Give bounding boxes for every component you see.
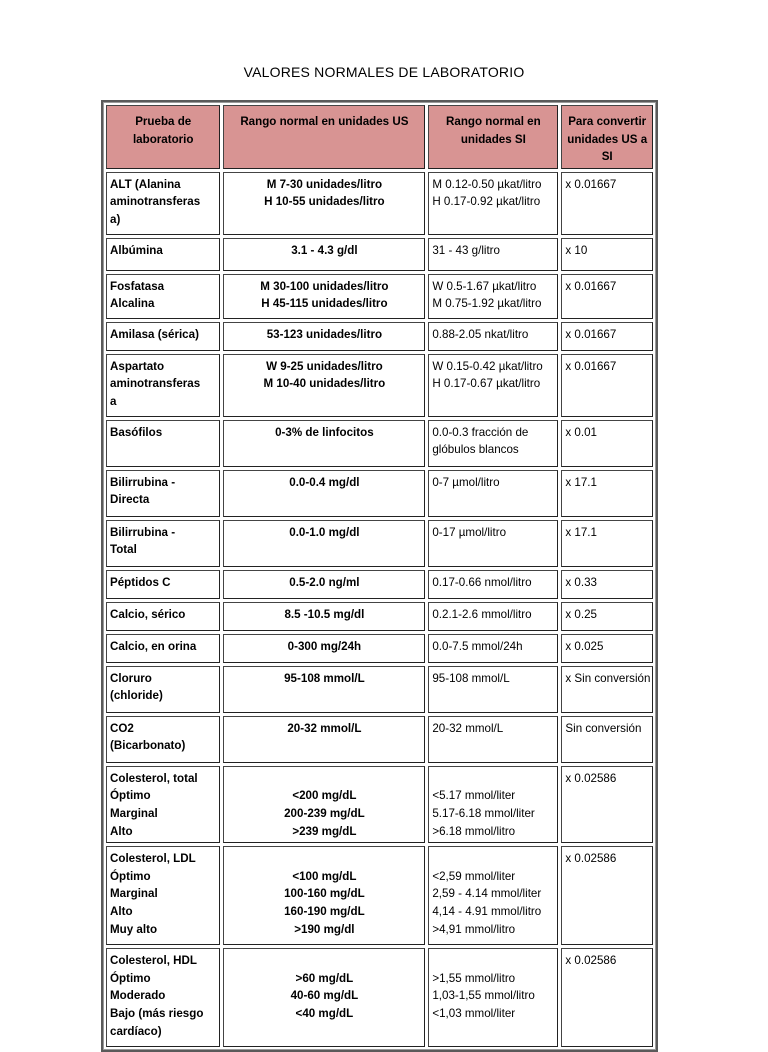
cell-conversion	[561, 238, 653, 271]
cell-conversion-line: x 0.02586	[565, 771, 617, 785]
cell-si-range	[428, 570, 558, 599]
header-test	[106, 105, 220, 169]
cell-test-name	[106, 634, 220, 663]
table-row	[106, 716, 653, 763]
cell-si-range	[428, 470, 558, 517]
cell-conversion-line: x Sin conversión	[565, 671, 651, 685]
cell-test-name-line: Colesterol, LDL	[110, 852, 196, 866]
cell-us-range-line	[227, 952, 421, 970]
cell-test-name	[106, 846, 220, 945]
cell-us-range-line: >60 mg/dL	[295, 971, 354, 985]
cell-test-name-line: Muy alto	[110, 922, 158, 936]
cell-si-range	[428, 420, 558, 467]
cell-test-name-line: Calcio, en orina	[110, 639, 197, 653]
table-row	[106, 634, 653, 663]
cell-test-name-line: Fosfatasa	[110, 279, 165, 293]
cell-si-range-line: 1,03-1,55 mmol/litro	[432, 989, 535, 1003]
cell-test-name	[106, 238, 220, 271]
cell-us-range	[223, 470, 425, 517]
cell-test-name-line: Moderado	[110, 989, 166, 1003]
cell-test-name	[106, 274, 220, 319]
cell-conversion-line: x 0.02586	[565, 954, 617, 968]
cell-si-range	[428, 766, 558, 843]
cell-us-range-line	[227, 770, 421, 788]
cell-conversion-line: x 0.02586	[565, 852, 617, 866]
cell-us-range-line: 95-108 mmol/L	[284, 671, 365, 685]
cell-si-range-line: 0.88-2.05 nkat/litro	[432, 327, 529, 341]
table-row	[106, 470, 653, 517]
cell-si-range-line: 4,14 - 4.91 mmol/litro	[432, 904, 542, 918]
table-row	[106, 602, 653, 631]
cell-test-name-line: a	[110, 394, 117, 408]
cell-us-range	[223, 520, 425, 567]
cell-test-name-line: Péptidos C	[110, 575, 171, 589]
cell-si-range-line: 0.17-0.66 nmol/litro	[432, 575, 532, 589]
cell-test-name-line: Cloruro	[110, 671, 152, 685]
cell-si-range-line: <2,59 mmol/liter	[432, 869, 516, 883]
cell-test-name-line: Alto	[110, 904, 133, 918]
cell-test-name	[106, 322, 220, 351]
cell-test-name-line: Óptimo	[110, 971, 151, 985]
cell-test-name-line: cardíaco)	[110, 1024, 162, 1038]
cell-us-range-line: H 10-55 unidades/litro	[264, 195, 385, 209]
cell-conversion	[561, 948, 653, 1047]
cell-test-name-line: Basófilos	[110, 425, 163, 439]
cell-si-range	[428, 846, 558, 945]
cell-si-range-line: 20-32 mmol/L	[432, 721, 504, 735]
cell-us-range	[223, 274, 425, 319]
cell-test-name-line: a)	[110, 212, 121, 226]
cell-us-range-line: 8.5 -10.5 mg/dl	[284, 607, 365, 621]
table-row	[106, 354, 653, 417]
cell-test-name-line: Directa	[110, 493, 150, 507]
cell-us-range-line: 160-190 mg/dL	[284, 904, 365, 918]
cell-si-range	[428, 354, 558, 417]
cell-us-range	[223, 602, 425, 631]
cell-conversion-line: x 0.01667	[565, 279, 617, 293]
cell-si-range-line: <5.17 mmol/liter	[432, 789, 516, 803]
cell-conversion-line: x 0.01667	[565, 359, 617, 373]
cell-us-range-line: M 30-100 unidades/litro	[260, 279, 389, 293]
cell-test-name-line: aminotransferas	[110, 377, 201, 391]
cell-si-range-line: M 0.75-1.92 µkat/litro	[432, 297, 542, 311]
cell-si-range-line: M 0.12-0.50 µkat/litro	[432, 177, 542, 191]
cell-si-range-line: 0-7 µmol/litro	[432, 475, 500, 489]
lab-values-table	[101, 100, 658, 1052]
cell-conversion	[561, 520, 653, 567]
cell-test-name-line: Bilirrubina -	[110, 475, 176, 489]
cell-us-range-line: M 10-40 unidades/litro	[263, 377, 386, 391]
table-row	[106, 420, 653, 467]
cell-si-range	[428, 238, 558, 271]
cell-conversion-line: x 17.1	[565, 525, 597, 539]
table-row	[106, 570, 653, 599]
cell-us-range-line: 0-300 mg/24h	[287, 639, 362, 653]
cell-si-range-line: H 0.17-0.92 µkat/litro	[432, 195, 541, 209]
cell-us-range-line: >190 mg/dl	[294, 922, 355, 936]
cell-si-range	[428, 666, 558, 713]
cell-us-range	[223, 716, 425, 763]
cell-test-name-line: Alcalina	[110, 297, 155, 311]
cell-test-name-line: Bilirrubina -	[110, 525, 176, 539]
cell-test-name	[106, 716, 220, 763]
table-body	[106, 172, 653, 1047]
header-si-label: Rango normal en unidades SI	[446, 115, 541, 146]
cell-test-name	[106, 948, 220, 1047]
cell-test-name-line: CO2	[110, 721, 134, 735]
cell-conversion	[561, 470, 653, 517]
cell-us-range	[223, 420, 425, 467]
cell-si-range	[428, 948, 558, 1047]
table-row	[106, 322, 653, 351]
cell-us-range	[223, 238, 425, 271]
cell-conversion-line: x 0.01667	[565, 177, 617, 191]
cell-si-range-line: 0.0-0.3 fracción de	[432, 425, 529, 439]
cell-test-name-line: (chloride)	[110, 689, 163, 703]
cell-test-name-line: aminotransferas	[110, 195, 201, 209]
cell-si-range-line: H 0.17-0.67 µkat/litro	[432, 377, 541, 391]
cell-conversion	[561, 172, 653, 235]
cell-test-name-line: Óptimo	[110, 789, 151, 803]
cell-si-range-line: 0.0-7.5 mmol/24h	[432, 639, 523, 653]
cell-us-range	[223, 354, 425, 417]
cell-us-range-line: <100 mg/dL	[292, 869, 357, 883]
cell-us-range-line: 3.1 - 4.3 g/dl	[291, 243, 358, 257]
cell-test-name	[106, 520, 220, 567]
header-conversion	[561, 105, 653, 169]
cell-si-range-line: >4,91 mmol/litro	[432, 922, 516, 936]
page-title: VALORES NORMALES DE LABORATORIO	[243, 64, 525, 80]
cell-si-range-line: 2,59 - 4.14 mmol/liter	[432, 887, 542, 901]
cell-test-name-line: Aspartato	[110, 359, 165, 373]
cell-us-range-line: 0.0-0.4 mg/dl	[289, 475, 360, 489]
cell-us-range-line: 100-160 mg/dL	[284, 887, 365, 901]
table-row	[106, 238, 653, 271]
cell-us-range	[223, 846, 425, 945]
cell-us-range	[223, 634, 425, 663]
cell-us-range	[223, 570, 425, 599]
cell-si-range-line	[432, 850, 554, 868]
cell-conversion	[561, 570, 653, 599]
cell-si-range	[428, 520, 558, 567]
cell-test-name-line: Óptimo	[110, 869, 151, 883]
cell-test-name	[106, 470, 220, 517]
cell-si-range-line: >6.18 mmol/litro	[432, 824, 516, 838]
cell-conversion-line: x 0.25	[565, 607, 597, 621]
cell-si-range	[428, 322, 558, 351]
cell-test-name-line: Total	[110, 543, 137, 557]
cell-test-name-line: ALT (Alanina	[110, 177, 181, 191]
cell-us-range-line: 40-60 mg/dL	[290, 989, 359, 1003]
table-row	[106, 274, 653, 319]
cell-test-name-line: (Bicarbonato)	[110, 739, 186, 753]
cell-conversion-line: x 0.33	[565, 575, 597, 589]
cell-test-name	[106, 354, 220, 417]
header-test-label: Prueba de laboratorio	[132, 115, 194, 146]
cell-test-name	[106, 570, 220, 599]
cell-us-range-line: 0.5-2.0 ng/ml	[289, 575, 360, 589]
cell-us-range-line: 0.0-1.0 mg/dl	[289, 525, 360, 539]
cell-us-range	[223, 948, 425, 1047]
cell-conversion	[561, 766, 653, 843]
cell-us-range	[223, 322, 425, 351]
cell-us-range-line: >239 mg/dL	[292, 824, 357, 838]
cell-si-range-line: W 0.5-1.67 µkat/litro	[432, 279, 537, 293]
table-row	[106, 520, 653, 567]
cell-si-range	[428, 602, 558, 631]
cell-si-range	[428, 716, 558, 763]
cell-conversion-line: x 0.01	[565, 425, 597, 439]
cell-conversion-line: x 0.025	[565, 639, 604, 653]
cell-test-name	[106, 766, 220, 843]
cell-test-name	[106, 602, 220, 631]
cell-conversion	[561, 420, 653, 467]
cell-si-range	[428, 274, 558, 319]
header-us-range	[223, 105, 425, 169]
table-row	[106, 172, 653, 235]
cell-si-range	[428, 172, 558, 235]
cell-conversion	[561, 666, 653, 713]
cell-conversion	[561, 274, 653, 319]
cell-conversion	[561, 716, 653, 763]
cell-us-range	[223, 172, 425, 235]
cell-si-range-line: 5.17-6.18 mmol/liter	[432, 806, 535, 820]
header-us-label: Rango normal en unidades US	[240, 115, 409, 128]
cell-si-range-line: <1,03 mmol/liter	[432, 1006, 516, 1020]
cell-si-range	[428, 634, 558, 663]
cell-us-range-line: W 9-25 unidades/litro	[266, 359, 383, 373]
cell-us-range-line: H 45-115 unidades/litro	[261, 297, 388, 311]
cell-test-name-line: Calcio, sérico	[110, 607, 186, 621]
cell-conversion-line: Sin conversión	[565, 721, 642, 735]
table-row	[106, 766, 653, 843]
cell-si-range-line: 0.2.1-2.6 mmol/litro	[432, 607, 532, 621]
cell-us-range-line: M 7-30 unidades/litro	[266, 177, 383, 191]
cell-us-range-line: 0-3% de linfocitos	[275, 425, 374, 439]
cell-si-range-line: 95-108 mmol/L	[432, 671, 510, 685]
cell-si-range-line: glóbulos blancos	[432, 443, 519, 457]
cell-conversion	[561, 602, 653, 631]
cell-si-range-line: >1,55 mmol/litro	[432, 971, 516, 985]
cell-test-name-line: Colesterol, total	[110, 771, 198, 785]
cell-si-range-line: 31 - 43 g/litro	[432, 243, 500, 257]
header-conversion-label: Para convertir unidades US a SI	[567, 115, 648, 164]
cell-conversion	[561, 322, 653, 351]
cell-test-name-line: Marginal	[110, 806, 158, 820]
cell-test-name-line: Colesterol, HDL	[110, 954, 197, 968]
cell-si-range-line	[432, 952, 554, 970]
cell-test-name-line: Marginal	[110, 887, 158, 901]
cell-conversion-line: x 17.1	[565, 475, 597, 489]
cell-us-range	[223, 766, 425, 843]
cell-conversion	[561, 634, 653, 663]
cell-us-range-line: 20-32 mmol/L	[287, 721, 362, 735]
cell-si-range-line: W 0.15-0.42 µkat/litro	[432, 359, 543, 373]
cell-us-range-line: <200 mg/dL	[292, 789, 357, 803]
table-row	[106, 666, 653, 713]
cell-conversion-line: x 0.01667	[565, 327, 617, 341]
cell-test-name-line: Amilasa (sérica)	[110, 327, 199, 341]
cell-test-name-line: Bajo (más riesgo	[110, 1006, 204, 1020]
table-row	[106, 846, 653, 945]
cell-us-range	[223, 666, 425, 713]
cell-us-range-line: 53-123 unidades/litro	[266, 327, 383, 341]
table-row	[106, 948, 653, 1047]
cell-test-name-line: Albúmina	[110, 243, 163, 257]
cell-us-range-line: <40 mg/dL	[295, 1006, 354, 1020]
header-si-range	[428, 105, 558, 169]
cell-conversion	[561, 354, 653, 417]
cell-conversion-line: x 10	[565, 243, 588, 257]
cell-conversion	[561, 846, 653, 945]
cell-us-range-line: 200-239 mg/dL	[284, 806, 365, 820]
cell-test-name	[106, 666, 220, 713]
cell-si-range-line: 0-17 µmol/litro	[432, 525, 507, 539]
cell-us-range-line	[227, 850, 421, 868]
cell-test-name	[106, 172, 220, 235]
table-header-row	[106, 105, 653, 169]
cell-test-name	[106, 420, 220, 467]
cell-test-name-line: Alto	[110, 824, 133, 838]
cell-si-range-line	[432, 770, 554, 788]
